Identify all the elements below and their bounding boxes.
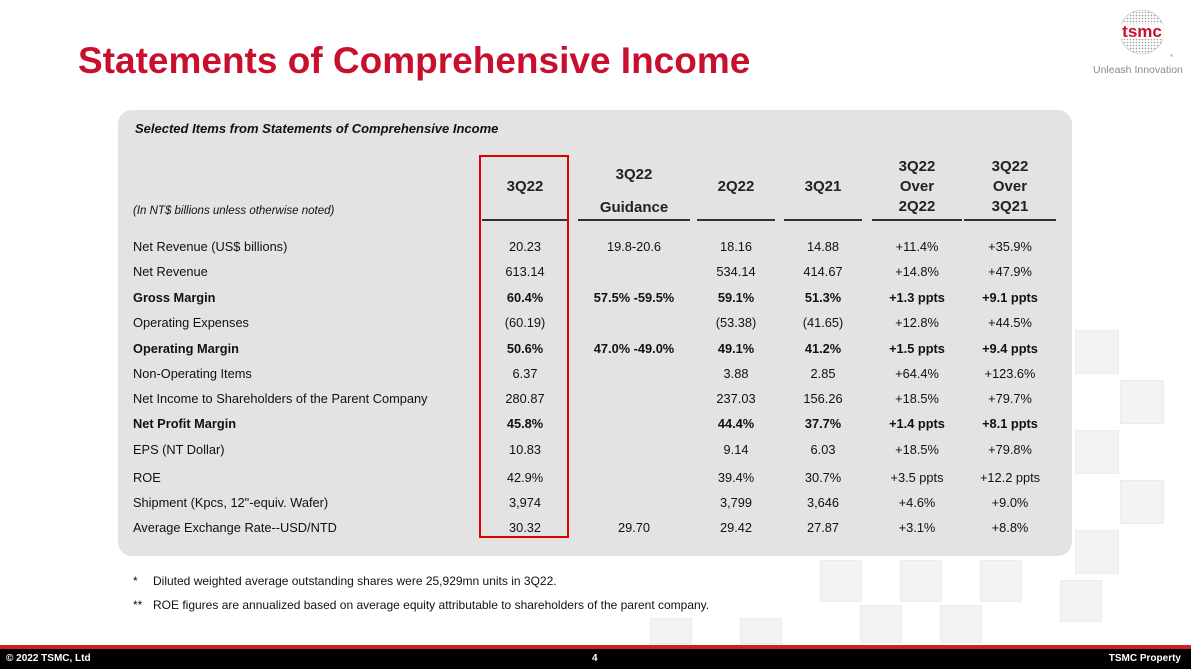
page-number: 4	[592, 653, 598, 664]
table-cell	[578, 439, 690, 461]
table-row	[0, 517, 1191, 539]
table-cell: 50.6%	[506, 341, 544, 356]
table-cell: +8.8%	[991, 520, 1029, 535]
footnote-mark: *	[133, 574, 138, 588]
table-cell: +1.4 ppts	[889, 416, 945, 431]
row-label: Net Income to Shareholders of the Parent Company	[133, 391, 428, 406]
table-cell: 42.9%	[506, 470, 544, 485]
table-cell: +18.5%	[895, 391, 939, 406]
footnote-text: ROE figures are annualized based on average equity attributable to shareholders of the parent company.	[153, 598, 710, 612]
table-cell: 59.1%	[717, 290, 755, 305]
table-cell	[578, 261, 690, 283]
units-note: (In NT$ billions unless otherwise noted)	[133, 205, 335, 217]
table-cell: +35.9%	[988, 239, 1032, 254]
table-cell: 60.4%	[506, 290, 544, 305]
table-cell: 6.03	[810, 442, 836, 457]
table-cell: +44.5%	[988, 315, 1032, 330]
table-cell	[578, 388, 690, 410]
table-cell: +14.8%	[895, 264, 939, 279]
table-cell: 2.85	[810, 366, 836, 381]
panel-title: Selected Items from Statements of Comprehensive Income	[135, 121, 499, 136]
decorative-tile	[740, 618, 782, 644]
column-header-guidance: 3Q22 Guidance	[599, 166, 669, 216]
table-cell: +79.8%	[988, 442, 1032, 457]
table-cell: 19.8-20.6	[606, 239, 662, 254]
row-label: Shipment (Kpcs, 12"-equiv. Wafer)	[133, 495, 329, 510]
table-cell: 3,799	[719, 495, 753, 510]
tagline: Unleash Innovation	[1093, 64, 1183, 76]
header-underline	[697, 219, 775, 221]
table-row	[0, 261, 1191, 283]
column-header-2q22: 2Q22	[717, 178, 755, 195]
table-cell: 47.0% -49.0%	[593, 341, 675, 356]
table-cell: 39.4%	[717, 470, 755, 485]
table-cell: 29.70	[617, 520, 651, 535]
table-cell: +79.7%	[988, 391, 1032, 406]
footnote-mark: **	[133, 598, 143, 612]
table-cell: 30.32	[508, 520, 542, 535]
table-cell: 49.1%	[717, 341, 755, 356]
decorative-tile	[1060, 580, 1102, 622]
table-cell: +123.6%	[984, 366, 1036, 381]
table-cell: 44.4%	[717, 416, 755, 431]
column-header-over-2q22: 3Q22 Over 2Q22	[898, 158, 936, 215]
table-cell: 45.8%	[506, 416, 544, 431]
table-cell: 29.42	[719, 520, 753, 535]
property-label: TSMC Property	[1108, 653, 1181, 664]
table-cell: 30.7%	[804, 470, 842, 485]
table-cell: 237.03	[716, 391, 756, 406]
table-cell: (41.65)	[802, 315, 844, 330]
table-cell	[578, 363, 690, 385]
row-label: Gross Margin	[133, 290, 216, 305]
header-underline	[872, 219, 962, 221]
table-cell	[578, 413, 690, 435]
table-cell: +1.3 ppts	[889, 290, 945, 305]
table-cell: +4.6%	[898, 495, 936, 510]
footnote	[133, 598, 709, 612]
row-label: ROE	[133, 470, 161, 485]
header-underline	[578, 219, 690, 221]
table-cell: +9.1 ppts	[982, 290, 1038, 305]
table-cell: 20.23	[508, 239, 542, 254]
decorative-tile	[860, 605, 902, 643]
table-cell	[578, 312, 690, 334]
table-cell: +3.5 ppts	[890, 470, 944, 485]
table-cell: 156.26	[803, 391, 843, 406]
column-header-3q22: 3Q22	[506, 178, 544, 195]
table-cell: 3.88	[723, 366, 749, 381]
decorative-tile	[940, 605, 982, 643]
table-row	[0, 413, 1191, 435]
tsmc-logo	[1108, 8, 1176, 60]
table-row	[0, 492, 1191, 514]
table-row	[0, 363, 1191, 385]
table-row	[0, 439, 1191, 461]
table-row	[0, 338, 1191, 360]
table-cell: (60.19)	[504, 315, 546, 330]
table-cell: +3.1%	[898, 520, 936, 535]
svg-text:tsmc: tsmc	[1122, 22, 1162, 41]
table-row	[0, 467, 1191, 489]
footnote-text: Diluted weighted average outstanding shares were 25,929mn units in 3Q22.	[153, 574, 557, 588]
decorative-tile	[980, 560, 1022, 602]
table-cell	[578, 492, 690, 514]
row-label: Operating Margin	[133, 341, 239, 356]
table-cell: 14.88	[806, 239, 840, 254]
row-label: Average Exchange Rate--USD/NTD	[133, 520, 337, 535]
table-cell: 3,646	[806, 495, 840, 510]
table-cell: 18.16	[719, 239, 753, 254]
page-title: Statements of Comprehensive Income	[78, 40, 751, 81]
table-row	[0, 236, 1191, 258]
table-cell: 534.14	[716, 264, 756, 279]
table-cell: 41.2%	[804, 341, 842, 356]
table-cell: 613.14	[505, 264, 545, 279]
footnote	[133, 574, 557, 588]
table-cell: 280.87	[505, 391, 545, 406]
table-cell: 57.5% -59.5%	[593, 290, 675, 305]
table-row	[0, 287, 1191, 309]
column-header-3q21: 3Q21	[804, 178, 842, 195]
decorative-tile	[820, 560, 862, 602]
table-cell: 27.87	[806, 520, 840, 535]
table-cell: (53.38)	[715, 315, 757, 330]
decorative-tile	[900, 560, 942, 602]
column-header-over-3q21: 3Q22 Over 3Q21	[991, 158, 1029, 215]
table-cell: +1.5 ppts	[889, 341, 945, 356]
current-quarter-highlight	[479, 155, 569, 538]
table-cell: 3,974	[508, 495, 542, 510]
table-cell: 414.67	[803, 264, 843, 279]
table-cell: +18.5%	[895, 442, 939, 457]
copyright: © 2022 TSMC, Ltd	[6, 653, 91, 664]
table-cell: +9.4 ppts	[982, 341, 1038, 356]
footer-bar	[0, 649, 1191, 669]
table-cell: +12.8%	[895, 315, 939, 330]
row-label: Non-Operating Items	[133, 366, 252, 381]
row-label: Operating Expenses	[133, 315, 249, 330]
table-cell: +8.1 ppts	[982, 416, 1038, 431]
table-cell: +64.4%	[895, 366, 939, 381]
row-label: Net Profit Margin	[133, 416, 237, 431]
decorative-tile	[650, 618, 692, 644]
table-cell: 6.37	[512, 366, 538, 381]
svg-text:®: ®	[1170, 53, 1173, 58]
table-cell: 10.83	[508, 442, 542, 457]
table-cell: 37.7%	[804, 416, 842, 431]
table-cell: +11.4%	[895, 239, 939, 254]
header-underline	[784, 219, 862, 221]
row-label: Net Revenue (US$ billions)	[133, 239, 288, 254]
header-underline	[964, 219, 1056, 221]
row-label: Net Revenue	[133, 264, 208, 279]
table-row	[0, 388, 1191, 410]
table-cell: +12.2 ppts	[979, 470, 1041, 485]
table-cell: +9.0%	[991, 495, 1029, 510]
table-cell: 51.3%	[804, 290, 842, 305]
table-cell: 9.14	[723, 442, 749, 457]
table-cell: +47.9%	[988, 264, 1032, 279]
table-row	[0, 312, 1191, 334]
table-cell	[578, 467, 690, 489]
row-label: EPS (NT Dollar)	[133, 442, 225, 457]
